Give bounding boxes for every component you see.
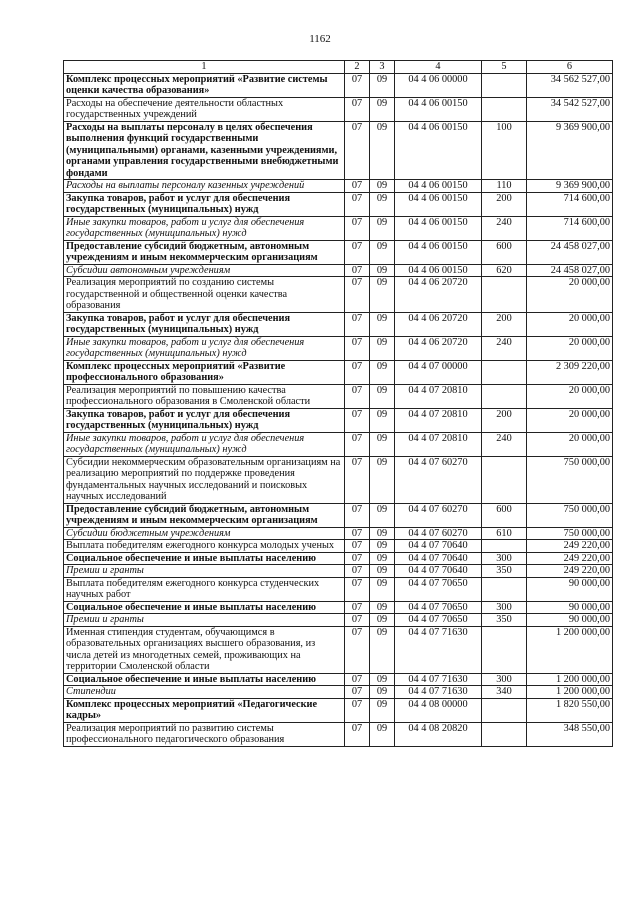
- target-article-cell: 04 4 07 70640: [395, 565, 482, 578]
- section-code-cell: 07: [345, 503, 370, 527]
- section-code-cell: 07: [345, 264, 370, 277]
- expense-type-cell: 200: [482, 312, 527, 336]
- subsection-code-cell: 09: [370, 277, 395, 313]
- row-name-cell: Расходы на выплаты персоналу в целях обеспечения выполнения функций государственными (муниципальными) органами, казенными учреждениями, органами управления государственными внебюджетными фондами: [64, 121, 345, 180]
- expense-type-cell: [482, 384, 527, 408]
- target-article-cell: 04 4 07 71630: [395, 673, 482, 686]
- row-name-cell: Социальное обеспечение и иные выплаты населению: [64, 673, 345, 686]
- table-row: [64, 626, 613, 673]
- table-row: [64, 192, 613, 216]
- row-name-cell: Комплекс процессных мероприятий «Развитие системы оценки качества образования»: [64, 73, 345, 97]
- table-row: [64, 432, 613, 456]
- expense-type-cell: 600: [482, 240, 527, 264]
- subsection-code-cell: 09: [370, 180, 395, 193]
- amount-cell: 1 820 550,00: [527, 698, 613, 722]
- row-name-cell: Иные закупки товаров, работ и услуг для обеспечения государственных (муниципальных) нужд: [64, 432, 345, 456]
- table-row: [64, 97, 613, 121]
- expense-type-cell: 100: [482, 121, 527, 180]
- amount-cell: 90 000,00: [527, 601, 613, 614]
- amount-cell: 348 550,00: [527, 722, 613, 746]
- header-col-4: 4: [395, 61, 482, 74]
- table-row: [64, 456, 613, 503]
- amount-cell: 24 458 027,00: [527, 240, 613, 264]
- row-name-cell: Расходы на выплаты персоналу казенных учреждений: [64, 180, 345, 193]
- row-name-cell: Субсидии некоммерческим образовательным организациям на реализацию мероприятий по поддержке проведения фундаментальных научных исследований и поисковых научных исследований: [64, 456, 345, 503]
- target-article-cell: 04 4 06 20720: [395, 277, 482, 313]
- section-code-cell: 07: [345, 360, 370, 384]
- table-row: [64, 601, 613, 614]
- table-row: [64, 614, 613, 627]
- table-row: [64, 216, 613, 240]
- expense-type-cell: 300: [482, 673, 527, 686]
- row-name-cell: Иные закупки товаров, работ и услуг для обеспечения государственных (муниципальных) нужд: [64, 216, 345, 240]
- subsection-code-cell: 09: [370, 614, 395, 627]
- amount-cell: 249 220,00: [527, 565, 613, 578]
- section-code-cell: 07: [345, 216, 370, 240]
- amount-cell: 249 220,00: [527, 552, 613, 565]
- amount-cell: 2 309 220,00: [527, 360, 613, 384]
- amount-cell: 9 369 900,00: [527, 121, 613, 180]
- amount-cell: 90 000,00: [527, 614, 613, 627]
- row-name-cell: Иные закупки товаров, работ и услуг для обеспечения государственных (муниципальных) нужд: [64, 336, 345, 360]
- target-article-cell: 04 4 07 70640: [395, 552, 482, 565]
- section-code-cell: 07: [345, 565, 370, 578]
- expense-type-cell: [482, 722, 527, 746]
- section-code-cell: 07: [345, 73, 370, 97]
- amount-cell: 34 562 527,00: [527, 73, 613, 97]
- expense-type-cell: 620: [482, 264, 527, 277]
- table-row: [64, 264, 613, 277]
- table-row: [64, 527, 613, 540]
- section-code-cell: 07: [345, 192, 370, 216]
- table-row: [64, 73, 613, 97]
- table-row: [64, 686, 613, 699]
- expense-type-cell: 110: [482, 180, 527, 193]
- section-code-cell: 07: [345, 97, 370, 121]
- subsection-code-cell: 09: [370, 73, 395, 97]
- amount-cell: 714 600,00: [527, 216, 613, 240]
- section-code-cell: 07: [345, 336, 370, 360]
- expense-type-cell: [482, 540, 527, 553]
- target-article-cell: 04 4 07 71630: [395, 626, 482, 673]
- row-name-cell: Закупка товаров, работ и услуг для обеспечения государственных (муниципальных) нужд: [64, 192, 345, 216]
- subsection-code-cell: 09: [370, 503, 395, 527]
- row-name-cell: Комплекс процессных мероприятий «Педагогические кадры»: [64, 698, 345, 722]
- header-col-2: 2: [345, 61, 370, 74]
- header-col-1: 1: [64, 61, 345, 74]
- expense-type-cell: [482, 97, 527, 121]
- expense-type-cell: 200: [482, 192, 527, 216]
- section-code-cell: 07: [345, 686, 370, 699]
- subsection-code-cell: 09: [370, 626, 395, 673]
- subsection-code-cell: 09: [370, 240, 395, 264]
- target-article-cell: 04 4 06 00150: [395, 97, 482, 121]
- section-code-cell: 07: [345, 540, 370, 553]
- section-code-cell: 07: [345, 722, 370, 746]
- row-name-cell: Реализация мероприятий по повышению качества профессионального образования в Смоленской области: [64, 384, 345, 408]
- amount-cell: 750 000,00: [527, 456, 613, 503]
- subsection-code-cell: 09: [370, 601, 395, 614]
- subsection-code-cell: 09: [370, 722, 395, 746]
- table-header-row: [64, 61, 613, 74]
- subsection-code-cell: 09: [370, 408, 395, 432]
- section-code-cell: 07: [345, 626, 370, 673]
- row-name-cell: Реализация мероприятий по созданию системы государственной и общественной оценки качества образования: [64, 277, 345, 313]
- subsection-code-cell: 09: [370, 264, 395, 277]
- table-row: [64, 722, 613, 746]
- subsection-code-cell: 09: [370, 432, 395, 456]
- target-article-cell: 04 4 06 20720: [395, 312, 482, 336]
- subsection-code-cell: 09: [370, 565, 395, 578]
- target-article-cell: 04 4 07 20810: [395, 408, 482, 432]
- subsection-code-cell: 09: [370, 540, 395, 553]
- expense-type-cell: [482, 73, 527, 97]
- amount-cell: 90 000,00: [527, 577, 613, 601]
- table-row: [64, 673, 613, 686]
- target-article-cell: 04 4 07 20810: [395, 384, 482, 408]
- row-name-cell: Предоставление субсидий бюджетным, автономным учреждениям и иным некоммерческим организациям: [64, 503, 345, 527]
- subsection-code-cell: 09: [370, 384, 395, 408]
- amount-cell: 750 000,00: [527, 527, 613, 540]
- subsection-code-cell: 09: [370, 192, 395, 216]
- amount-cell: 20 000,00: [527, 277, 613, 313]
- amount-cell: 20 000,00: [527, 432, 613, 456]
- amount-cell: 1 200 000,00: [527, 626, 613, 673]
- subsection-code-cell: 09: [370, 673, 395, 686]
- target-article-cell: 04 4 06 00150: [395, 216, 482, 240]
- amount-cell: 20 000,00: [527, 384, 613, 408]
- section-code-cell: 07: [345, 240, 370, 264]
- table-row: [64, 180, 613, 193]
- section-code-cell: 07: [345, 456, 370, 503]
- row-name-cell: Именная стипендия студентам, обучающимся в образовательных организациях высшего образования, из числа детей из многодетных семей, проживающих на территории Смоленской области: [64, 626, 345, 673]
- section-code-cell: 07: [345, 698, 370, 722]
- page-number: 1162: [309, 33, 331, 45]
- row-name-cell: Премии и гранты: [64, 614, 345, 627]
- target-article-cell: 04 4 08 20820: [395, 722, 482, 746]
- expense-type-cell: 610: [482, 527, 527, 540]
- section-code-cell: 07: [345, 121, 370, 180]
- table-row: [64, 503, 613, 527]
- section-code-cell: 07: [345, 552, 370, 565]
- target-article-cell: 04 4 06 00000: [395, 73, 482, 97]
- table-row: [64, 552, 613, 565]
- row-name-cell: Субсидии бюджетным учреждениям: [64, 527, 345, 540]
- section-code-cell: 07: [345, 312, 370, 336]
- amount-cell: 714 600,00: [527, 192, 613, 216]
- section-code-cell: 07: [345, 601, 370, 614]
- subsection-code-cell: 09: [370, 577, 395, 601]
- amount-cell: 249 220,00: [527, 540, 613, 553]
- section-code-cell: 07: [345, 527, 370, 540]
- target-article-cell: 04 4 07 70640: [395, 540, 482, 553]
- expense-type-cell: [482, 577, 527, 601]
- section-code-cell: 07: [345, 277, 370, 313]
- subsection-code-cell: 09: [370, 527, 395, 540]
- section-code-cell: 07: [345, 408, 370, 432]
- budget-table: [63, 60, 613, 747]
- target-article-cell: 04 4 07 70650: [395, 577, 482, 601]
- expense-type-cell: 300: [482, 601, 527, 614]
- target-article-cell: 04 4 08 00000: [395, 698, 482, 722]
- subsection-code-cell: 09: [370, 336, 395, 360]
- expense-type-cell: 350: [482, 614, 527, 627]
- target-article-cell: 04 4 07 60270: [395, 503, 482, 527]
- amount-cell: 20 000,00: [527, 312, 613, 336]
- amount-cell: 1 200 000,00: [527, 673, 613, 686]
- table-row: [64, 336, 613, 360]
- target-article-cell: 04 4 06 00150: [395, 180, 482, 193]
- row-name-cell: Премии и гранты: [64, 565, 345, 578]
- expense-type-cell: 240: [482, 336, 527, 360]
- subsection-code-cell: 09: [370, 686, 395, 699]
- section-code-cell: 07: [345, 180, 370, 193]
- section-code-cell: 07: [345, 673, 370, 686]
- section-code-cell: 07: [345, 614, 370, 627]
- amount-cell: 1 200 000,00: [527, 686, 613, 699]
- target-article-cell: 04 4 06 00150: [395, 240, 482, 264]
- table-row: [64, 277, 613, 313]
- amount-cell: 34 542 527,00: [527, 97, 613, 121]
- amount-cell: 750 000,00: [527, 503, 613, 527]
- header-col-5: 5: [482, 61, 527, 74]
- amount-cell: 20 000,00: [527, 408, 613, 432]
- row-name-cell: Расходы на обеспечение деятельности областных государственных учреждений: [64, 97, 345, 121]
- section-code-cell: 07: [345, 432, 370, 456]
- table-row: [64, 408, 613, 432]
- header-col-6: 6: [527, 61, 613, 74]
- subsection-code-cell: 09: [370, 552, 395, 565]
- expense-type-cell: 200: [482, 408, 527, 432]
- table-row: [64, 565, 613, 578]
- row-name-cell: Стипендии: [64, 686, 345, 699]
- expense-type-cell: [482, 456, 527, 503]
- expense-type-cell: 240: [482, 432, 527, 456]
- row-name-cell: Закупка товаров, работ и услуг для обеспечения государственных (муниципальных) нужд: [64, 408, 345, 432]
- table-row: [64, 698, 613, 722]
- target-article-cell: 04 4 06 20720: [395, 336, 482, 360]
- expense-type-cell: [482, 277, 527, 313]
- target-article-cell: 04 4 06 00150: [395, 121, 482, 180]
- section-code-cell: 07: [345, 384, 370, 408]
- expense-type-cell: 300: [482, 552, 527, 565]
- target-article-cell: 04 4 06 00150: [395, 264, 482, 277]
- table-row: [64, 540, 613, 553]
- target-article-cell: 04 4 07 70650: [395, 614, 482, 627]
- subsection-code-cell: 09: [370, 312, 395, 336]
- row-name-cell: Комплекс процессных мероприятий «Развитие профессионального образования»: [64, 360, 345, 384]
- row-name-cell: Субсидии автономным учреждениям: [64, 264, 345, 277]
- target-article-cell: 04 4 07 60270: [395, 527, 482, 540]
- expense-type-cell: [482, 626, 527, 673]
- row-name-cell: Социальное обеспечение и иные выплаты населению: [64, 552, 345, 565]
- amount-cell: 20 000,00: [527, 336, 613, 360]
- amount-cell: 9 369 900,00: [527, 180, 613, 193]
- table-row: [64, 360, 613, 384]
- target-article-cell: 04 4 07 70650: [395, 601, 482, 614]
- table-row: [64, 312, 613, 336]
- table-row: [64, 121, 613, 180]
- expense-type-cell: 340: [482, 686, 527, 699]
- header-col-3: 3: [370, 61, 395, 74]
- table-row: [64, 240, 613, 264]
- row-name-cell: Выплата победителям ежегодного конкурса молодых ученых: [64, 540, 345, 553]
- row-name-cell: Социальное обеспечение и иные выплаты населению: [64, 601, 345, 614]
- target-article-cell: 04 4 07 20810: [395, 432, 482, 456]
- amount-cell: 24 458 027,00: [527, 264, 613, 277]
- table-row: [64, 577, 613, 601]
- row-name-cell: Реализация мероприятий по развитию системы профессионального педагогического образования: [64, 722, 345, 746]
- row-name-cell: Предоставление субсидий бюджетным, автономным учреждениям и иным некоммерческим организациям: [64, 240, 345, 264]
- subsection-code-cell: 09: [370, 456, 395, 503]
- target-article-cell: 04 4 07 60270: [395, 456, 482, 503]
- subsection-code-cell: 09: [370, 360, 395, 384]
- expense-type-cell: [482, 698, 527, 722]
- section-code-cell: 07: [345, 577, 370, 601]
- target-article-cell: 04 4 07 71630: [395, 686, 482, 699]
- table-row: [64, 384, 613, 408]
- target-article-cell: 04 4 07 00000: [395, 360, 482, 384]
- expense-type-cell: 350: [482, 565, 527, 578]
- subsection-code-cell: 09: [370, 698, 395, 722]
- subsection-code-cell: 09: [370, 121, 395, 180]
- row-name-cell: Закупка товаров, работ и услуг для обеспечения государственных (муниципальных) нужд: [64, 312, 345, 336]
- expense-type-cell: [482, 360, 527, 384]
- subsection-code-cell: 09: [370, 216, 395, 240]
- expense-type-cell: 600: [482, 503, 527, 527]
- row-name-cell: Выплата победителям ежегодного конкурса студенческих научных работ: [64, 577, 345, 601]
- subsection-code-cell: 09: [370, 97, 395, 121]
- expense-type-cell: 240: [482, 216, 527, 240]
- target-article-cell: 04 4 06 00150: [395, 192, 482, 216]
